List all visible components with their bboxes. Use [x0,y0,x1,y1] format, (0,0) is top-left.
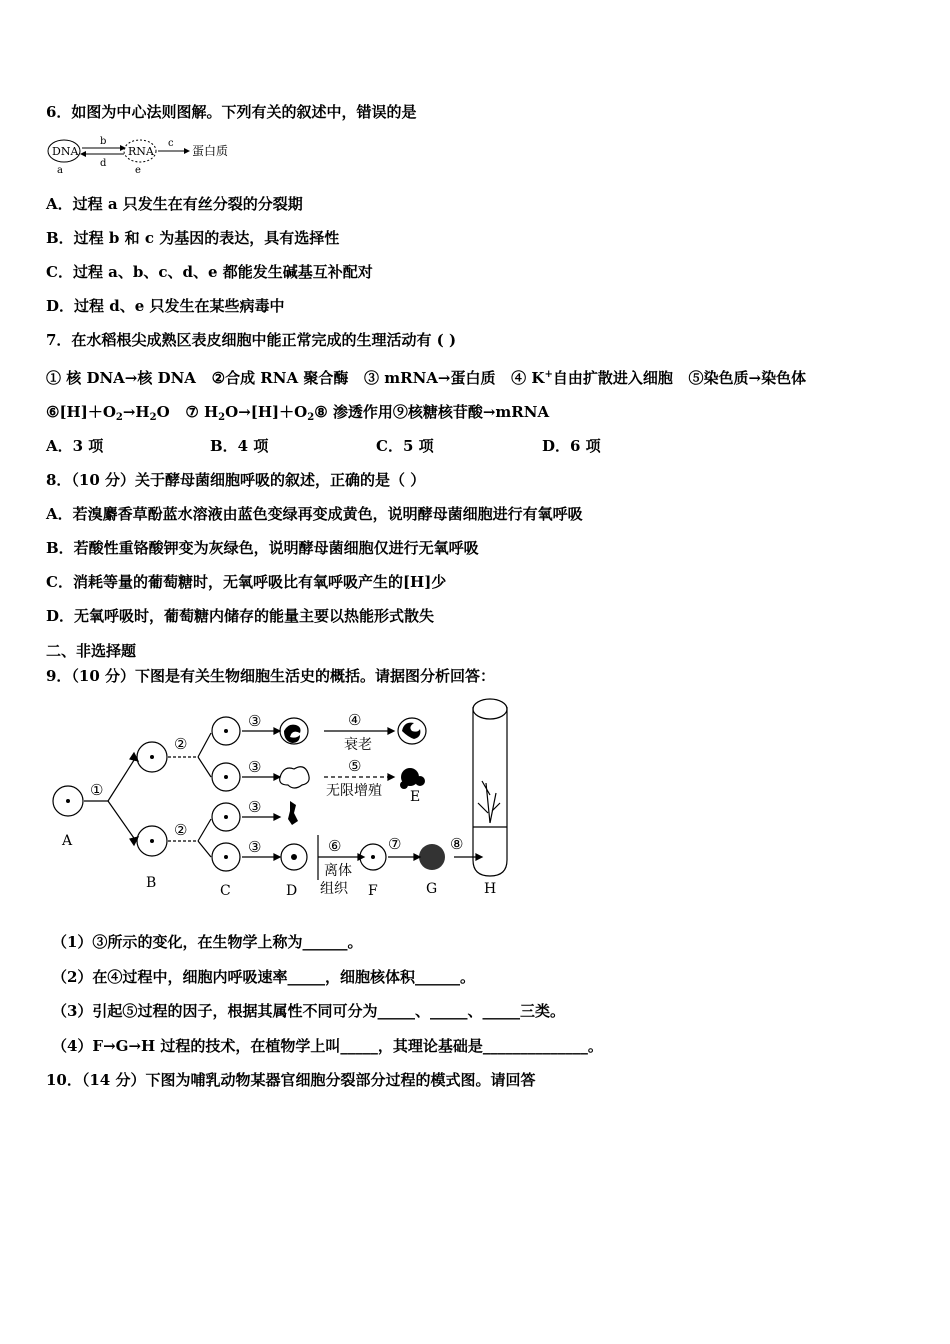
q8-option-d: D．无氧呼吸时，葡萄糖内储存的能量主要以热能形式散失 [46,607,435,625]
label-c: c [168,138,174,149]
q6-option-c: C．过程 a、b、c、d、e 都能发生碱基互补配对 [46,263,373,281]
q7-stem: 7．在水稻根尖成熟区表皮细胞中能正常完成的生理活动有 ( ) [46,331,457,349]
test-tube-h [473,707,507,876]
label-D: D [286,883,298,899]
q7-items-row2: $⑥[H]+O_2\to H_2O$ ⑦ $H_2O\to[H]+O_2⑧$ 渗透作用⑨核糖核苷酸→mRNA [46,403,550,423]
q8-option-a: A．若溴麝香草酚蓝水溶液由蓝色变绿再变成黄色，说明酵母菌细胞进行有氧呼吸 [46,505,583,523]
q6-stem: 6．如图为中心法则图解。下列有关的叙述中，错误的是 [46,103,417,121]
cell-d-2 [280,767,309,788]
cell-life-history-figure [48,695,518,905]
step-1: ① [90,781,104,799]
isolated-label-1: 离体 [324,863,352,879]
step-4: ④ [348,711,362,729]
q7-option-c: C．5 项 [376,437,434,455]
aging-label: 衰老 [344,737,372,753]
cell-d-1-nucleus [284,725,301,743]
q7-option-b: B．4 项 [210,437,269,455]
q7-option-a: A．3 项 [46,437,104,455]
label-d: d [100,158,107,169]
q6-option-d: D．过程 d、e 只发生在某些病毒中 [46,297,285,315]
q7-option-d: D．6 项 [542,437,601,455]
q8-stem: 8．（10 分）关于酵母菌细胞呼吸的叙述，正确的是（ ） [46,471,426,489]
step-3-3: ③ [248,798,262,816]
q9-sub-2: （2）在④过程中，细胞内呼吸速率_____，细胞核体积______。 [52,968,475,986]
step-3-2: ③ [248,758,262,776]
q7-items-row1: ① 核 DNA→核 DNA ②合成 RNA 聚合酶 ③ mRNA→蛋白质 ④ K+自由扩散进入细胞 ⑤染色质→染色体 [46,369,807,387]
step-7: ⑦ [388,835,402,853]
cell-d-3 [288,801,298,825]
step-6: ⑥ [328,837,342,855]
q6-option-b: B．过程 b 和 c 为基因的表达，具有选择性 [46,229,340,247]
q8-option-c: C．消耗等量的葡萄糖时，无氧呼吸比有氧呼吸产生的[H]少 [46,573,447,591]
label-E: E [410,789,421,805]
section-heading: 二、非选择题 [46,642,137,660]
label-e: e [135,165,141,176]
protein-label: 蛋白质 [192,144,229,158]
label-B: B [146,875,157,891]
step-3-4: ③ [248,838,262,856]
central-dogma-diagram [44,134,244,178]
step-8: ⑧ [450,835,464,853]
label-C: C [220,883,231,899]
step-3-1: ③ [248,712,262,730]
label-a: a [57,165,63,176]
dna-label: DNA [52,145,79,158]
cell-e-aging-core [402,723,420,739]
step-2-bottom: ② [174,821,188,839]
label-A: A [62,833,73,849]
callus-g [419,844,445,870]
q9-stem: 9．（10 分）下图是有关生物细胞生活史的概括。请据图分析回答： [46,667,496,685]
q8-option-b: B．若酸性重铬酸钾变为灰绿色，说明酵母菌细胞仅进行无氧呼吸 [46,539,479,557]
label-G: G [426,881,438,897]
label-b: b [100,136,107,147]
q7-options [46,436,601,456]
q9-sub-3: （3）引起⑤过程的因子，根据其属性不同可分为_____、_____、_____三类。 [52,1002,565,1020]
step-2-top: ② [174,735,188,753]
step-5: ⑤ [348,757,362,775]
isolated-label-2: 组织 [320,881,348,897]
rna-label: RNA [128,145,154,158]
q6-option-a: A．过程 a 只发生在有丝分裂的分裂期 [46,195,303,213]
q9-sub-4: （4）F→G→H 过程的技术，在植物学上叫_____，其理论基础是______________。 [52,1037,603,1055]
q9-sub-1: （1）③所示的变化，在生物学上称为______。 [52,933,363,951]
unlimited-label: 无限增殖 [326,783,382,799]
label-H: H [484,881,497,897]
q10-stem: 10．（14 分）下图为哺乳动物某器官细胞分裂部分过程的模式图。请回答 [46,1071,536,1089]
label-F: F [368,883,378,899]
